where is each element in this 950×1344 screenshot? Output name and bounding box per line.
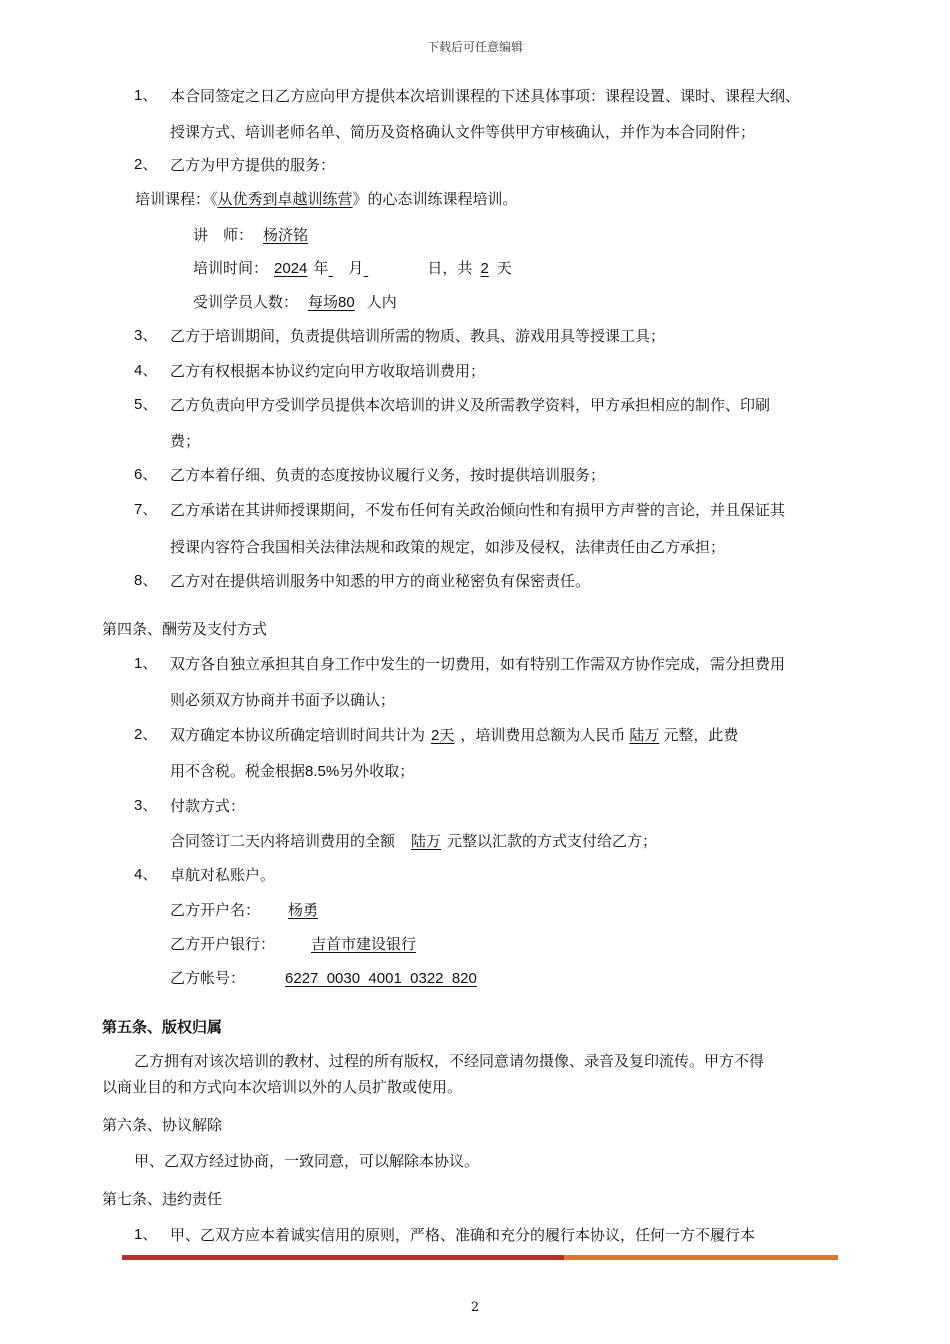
article-4-item-4-number: 4、 <box>134 866 158 883</box>
fee-amount: 陆万 <box>629 726 660 744</box>
article-5-line-2: 以商业目的和方式向本次培训以外的人员扩散或使用。 <box>102 1078 463 1096</box>
article-5-title: 第五条、版权归属 <box>102 1018 223 1036</box>
article-4-item-2-number: 2、 <box>134 726 158 743</box>
payment-amount: 陆万 <box>411 832 442 850</box>
course-name: 从优秀到卓越训练营 <box>217 190 353 208</box>
item-3-text: 乙方于培训期间，负责提供培训所需的物质、教具、游戏用具等授课工具； <box>170 327 666 345</box>
payment-detail-line <box>170 831 657 851</box>
article-7-item-1-number: 1、 <box>134 1226 158 1243</box>
tax-text-a: 用不含税。税金根据 <box>170 762 306 780</box>
article-4-item-1-line-2: 则必须双方协商并书面予以确认； <box>170 691 396 709</box>
item-1-line-2: 授课方式、培训老师名单、简历及资格确认文件等供甲方审核确认，并作为本合同附件； <box>170 123 756 141</box>
payment-text-b: 元整以汇款的方式支付给乙方； <box>447 832 658 850</box>
account-number-label: 乙方帐号： <box>170 969 246 987</box>
trainee-count: 80 <box>338 294 355 311</box>
training-year: 2024 <box>274 260 308 277</box>
fee-days: 2天 <box>431 727 455 744</box>
trainee-prefix: 每场 <box>308 293 339 311</box>
tax-rate: 8.5% <box>305 763 340 780</box>
article-4-item-3-number: 3、 <box>134 797 158 814</box>
item-3-number: 3、 <box>134 327 158 344</box>
training-day-blank <box>363 258 427 278</box>
item-1-line-1: 本合同签定之日乙方应向甲方提供本次培训课程的下述具体事项：课程设置、课时、课程大纲、 <box>170 87 801 105</box>
article-4-item-2-line-2 <box>170 761 414 782</box>
item-2-number: 2、 <box>134 156 158 173</box>
training-days: 2 <box>480 260 489 277</box>
page-header: 下载后可任意编辑 <box>426 40 523 54</box>
article-4-item-3-text: 付款方式： <box>170 797 246 815</box>
payment-text-a: 合同签订二天内将培训费用的全额 <box>170 832 396 850</box>
page-number: 2 <box>470 1300 480 1315</box>
item-7-line-2: 授课内容符合我国相关法律法规和政策的规定，如涉及侵权，法律责任由乙方承担； <box>170 538 726 556</box>
teacher-line <box>193 225 318 245</box>
item-4-text: 乙方有权根据本协议约定向甲方收取培训费用； <box>170 362 486 380</box>
course-rest: 》的心态训练课程培训。 <box>352 190 518 208</box>
item-5-line-1: 乙方负责向甲方受训学员提供本次培训的讲义及所需教学资料，甲方承担相应的制作、印刷 <box>170 396 771 414</box>
item-8-text: 乙方对在提供培训服务中知悉的甲方的商业秘密负有保密责任。 <box>170 572 591 590</box>
training-time-label: 培训时间： <box>193 259 269 277</box>
item-7-number: 7、 <box>134 501 158 518</box>
item-4-number: 4、 <box>134 362 158 379</box>
article-5-line-1: 乙方拥有对该次培训的教材、过程的所有版权，不经同意请勿摄像、录音及复印流传。甲方不得 <box>134 1052 765 1070</box>
trainee-label: 受训学员人数： <box>193 293 299 311</box>
account-name: 杨勇 <box>288 901 319 919</box>
footer-bar-orange <box>564 1255 838 1260</box>
course-label: 培训课程： <box>135 190 211 208</box>
tax-text-b: 另外收取； <box>339 762 415 780</box>
training-month-blank <box>328 258 348 278</box>
course-open-quote: 《 <box>210 190 218 208</box>
account-number: 6227 0030 4001 0322 820 <box>285 970 477 987</box>
article-7-item-1-text: 甲、乙双方应本着诚实信用的原则，严格、准确和充分的履行本协议，任何一方不履行本 <box>170 1226 756 1244</box>
fee-text-c: 元整，此费 <box>663 726 739 744</box>
account-number-line <box>170 968 503 989</box>
trainee-suffix: 人内 <box>366 293 397 311</box>
article-4-item-1-line-1: 双方各自独立承担其自身工作中发生的一切费用，如有特别工作需双方协作完成，需分担费用 <box>170 655 786 673</box>
account-bank-line <box>170 934 458 954</box>
training-month-unit: 月 <box>348 259 364 277</box>
item-5-number: 5、 <box>134 396 158 413</box>
article-6-title: 第六条、协议解除 <box>102 1116 223 1134</box>
training-day-unit: 日，共 <box>427 259 473 277</box>
article-7-title: 第七条、违约责任 <box>102 1190 223 1208</box>
article-4-item-4-text: 卓航对私账户。 <box>170 866 276 884</box>
course-line <box>135 189 518 209</box>
footer-bar-red <box>122 1255 564 1260</box>
fee-text-a: 双方确定本协议所确定培训时间共计为 <box>170 726 426 744</box>
item-1-number: 1、 <box>134 87 158 104</box>
teacher-name: 杨济铭 <box>263 226 309 244</box>
account-name-label: 乙方开户名： <box>170 901 261 919</box>
item-7-line-1: 乙方承诺在其讲师授课期间，不发布任何有关政治倾向性和有损甲方声誉的言论，并且保证其 <box>170 501 786 519</box>
article-6-text: 甲、乙双方经过协商，一致同意，可以解除本协议。 <box>134 1152 480 1170</box>
trainee-line <box>193 292 397 313</box>
training-year-unit: 年 <box>313 259 329 277</box>
fee-text-b: ，培训费用总额为人民币 <box>460 726 626 744</box>
item-2-text: 乙方为甲方提供的服务： <box>170 156 336 174</box>
account-bank-label: 乙方开户银行： <box>170 935 276 953</box>
training-days-unit: 天 <box>496 259 512 277</box>
teacher-label: 讲 师： <box>193 226 254 244</box>
item-6-number: 6、 <box>134 466 158 483</box>
item-6-text: 乙方本着仔细、负责的态度按协议履行义务，按时提供培训服务； <box>170 466 606 484</box>
account-bank: 吉首市建设银行 <box>311 935 417 953</box>
training-time-line <box>193 258 512 279</box>
article-4-item-1-number: 1、 <box>134 655 158 672</box>
article-4-item-2-line-1 <box>170 725 738 746</box>
account-name-line <box>170 900 324 920</box>
item-8-number: 8、 <box>134 572 158 589</box>
article-4-title: 第四条、酬劳及支付方式 <box>102 620 268 638</box>
item-5-line-2: 费； <box>170 432 201 450</box>
